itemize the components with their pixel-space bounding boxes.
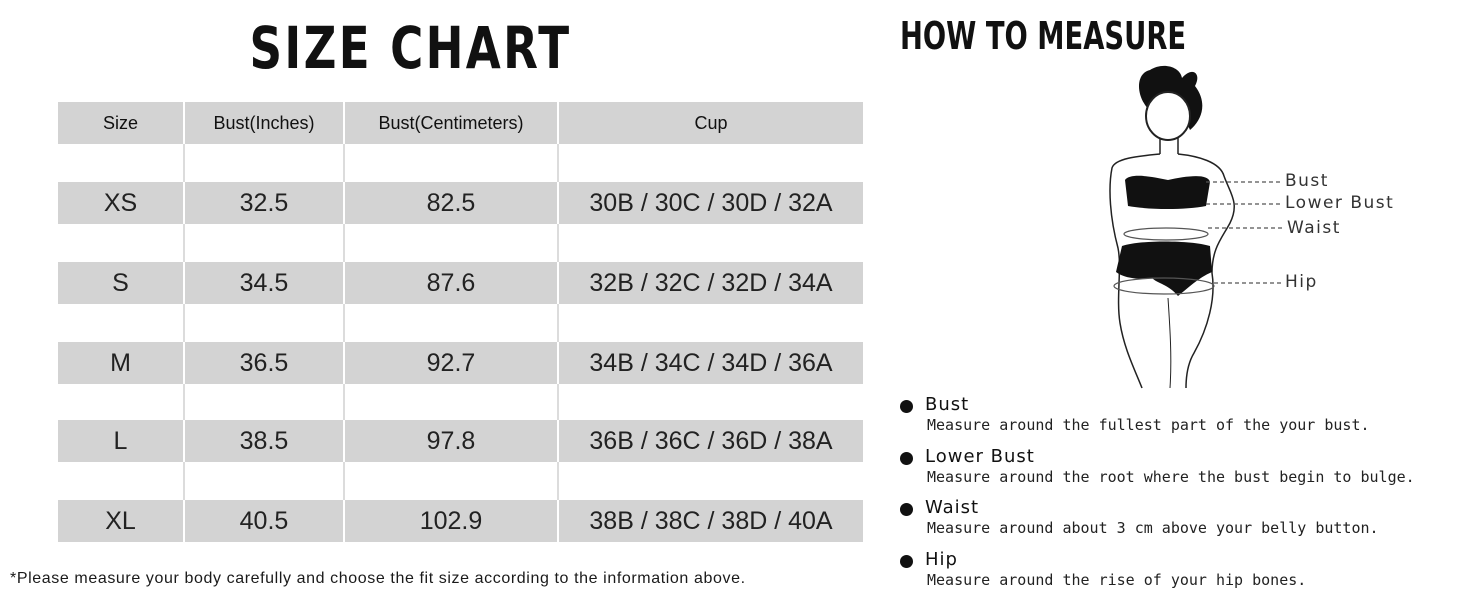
instruction-title: Lower Bust [925,446,1035,467]
header-cup: Cup [557,102,863,144]
table-row [58,262,863,304]
list-item [900,499,1450,549]
instruction-text: Measure around the fullest part of the your bust. [927,416,1370,434]
table-spacer [58,304,863,342]
cell-bust-inches: 36.5 [183,342,343,384]
face-shape [1146,92,1190,140]
table-spacer [58,224,863,262]
instruction-text: Measure around about 3 cm above your belly button. [927,519,1379,537]
figure-label-waist: Waist [1287,218,1341,238]
instruction-text: Measure around the rise of your hip bones. [927,571,1307,589]
cell-bust-centimeters: 87.6 [343,262,557,304]
header-bust-inches: Bust(Inches) [183,102,343,144]
cell-size: L [113,426,128,455]
cell-bust-centimeters: 102.9 [343,500,557,542]
table-spacer [58,144,863,182]
table-row [58,182,863,224]
panties-shape [1116,242,1212,297]
table-row [58,420,863,462]
cell-size: XS [103,188,138,217]
leg-divider-outline [1168,298,1171,388]
table-row [58,342,863,384]
bullet-icon [900,400,913,413]
cell-size: M [110,348,131,377]
measurement-footnote: *Please measure your body carefully and choose the fit size according to the information above. [10,570,746,587]
instruction-title: Bust [925,394,970,415]
bullet-icon [900,452,913,465]
header-size: Size [102,112,138,133]
cell-cup: 36B / 36C / 36D / 38A [557,420,863,462]
cell-cup: 32B / 32C / 32D / 34A [557,262,863,304]
header-bust-centimeters: Bust(Centimeters) [343,102,557,144]
table-header-row [58,102,863,144]
cell-bust-centimeters: 97.8 [343,420,557,462]
list-item [900,396,1450,446]
figure-label-bust: Bust [1285,171,1329,191]
cell-bust-inches: 40.5 [183,500,343,542]
cell-bust-centimeters: 92.7 [343,342,557,384]
table-spacer [58,462,863,500]
cell-bust-centimeters: 82.5 [343,182,557,224]
body-measurement-figure [1090,58,1410,393]
table-row [58,500,863,542]
cell-cup: 38B / 38C / 38D / 40A [557,500,863,542]
size-chart-title: SIZE CHART [249,14,572,82]
body-figure-illustration [1090,58,1410,393]
cell-bust-inches: 34.5 [183,262,343,304]
instruction-text: Measure around the root where the bust begin to bulge. [927,468,1415,486]
cell-bust-inches: 32.5 [183,182,343,224]
figure-label-hip: Hip [1285,272,1318,292]
instruction-title: Hip [925,549,958,570]
cell-bust-inches: 38.5 [183,420,343,462]
cell-cup: 34B / 34C / 34D / 36A [557,342,863,384]
cell-cup: 30B / 30C / 30D / 32A [557,182,863,224]
list-item [900,551,1450,601]
bullet-icon [900,555,913,568]
waist-line [1124,228,1208,240]
cell-size: S [112,268,129,297]
figure-label-lower-bust: Lower Bust [1285,193,1395,213]
bra-shape [1125,176,1210,209]
how-to-measure-title: HOW TO MEASURE [900,14,1187,58]
list-item [900,448,1450,498]
instruction-title: Waist [925,497,980,518]
cell-size: XL [105,506,136,535]
table-spacer [58,384,863,420]
bullet-icon [900,503,913,516]
